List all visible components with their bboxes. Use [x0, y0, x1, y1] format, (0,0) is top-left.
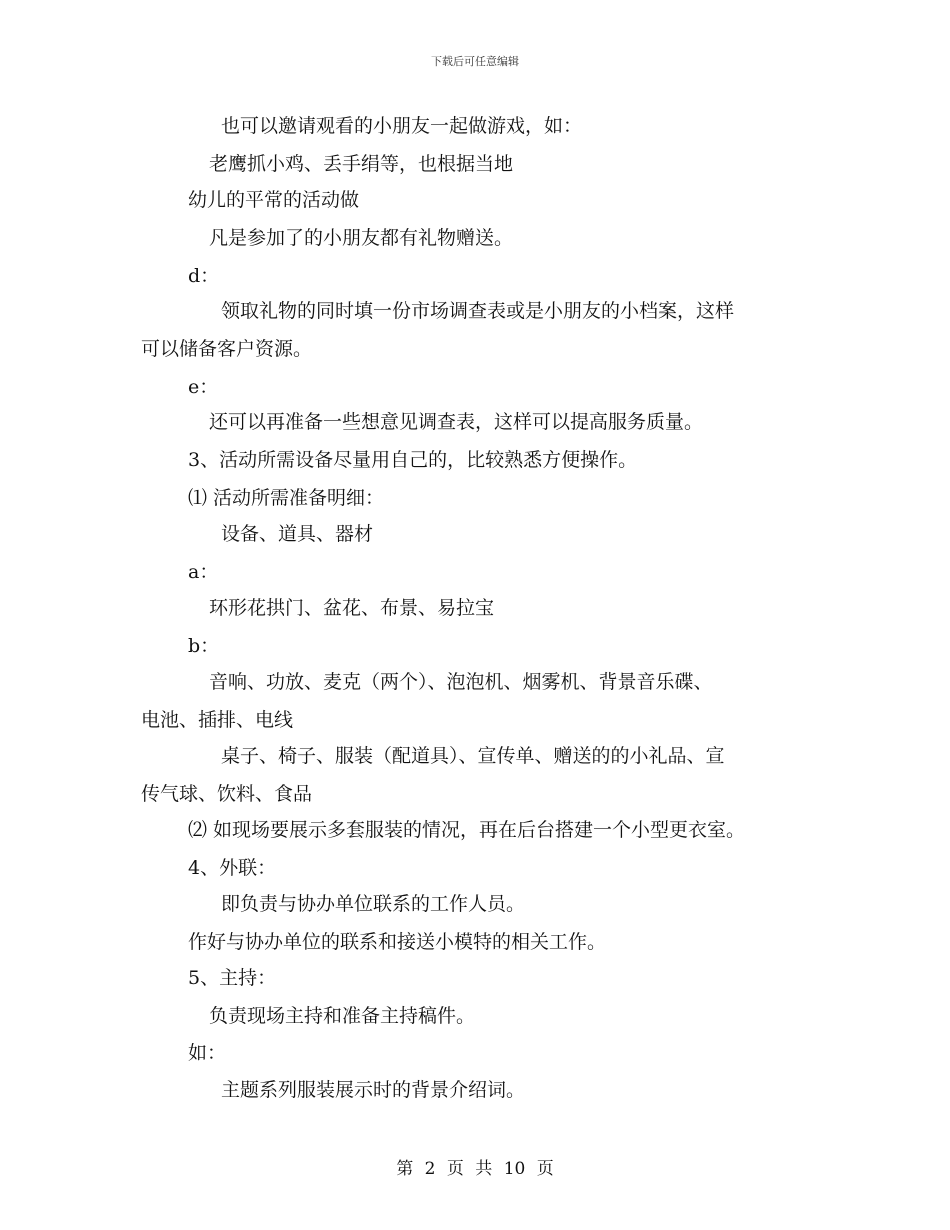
body-line-18: 桌子、椅子、服装（配道具）、宣传单、赠送的的小礼品、宣: [221, 745, 725, 767]
body-line-15: b：: [188, 635, 220, 657]
body-line-8: e：: [188, 376, 219, 398]
body-line-26: 如：: [188, 1042, 227, 1064]
page-footer: 第 2 页 共 10 页: [396, 1159, 554, 1179]
page-header: 下载后可任意编辑: [431, 55, 519, 68]
body-line-4: 凡是参加了的小朋友都有礼物赠送。: [209, 227, 514, 249]
body-line-6: 领取礼物的同时填一份市场调查表或是小朋友的小档案，这样: [221, 300, 735, 322]
body-line-2: 老鹰抓小鸡、丢手绢等，也根据当地: [209, 153, 514, 175]
body-line-27: 主题系列服装展示时的背景介绍词。: [221, 1079, 526, 1101]
body-line-12: 设备、道具、器材: [221, 523, 374, 545]
body-line-20: ⑵ 如现场要展示多套服装的情况，再在后台搭建一个小型更衣室。: [188, 819, 746, 841]
body-line-21: 4、外联：: [188, 857, 277, 879]
body-line-3: 幼儿的平常的活动做: [188, 189, 360, 211]
body-line-10: 3、活动所需设备尽量用自己的，比较熟悉方便操作。: [188, 449, 638, 471]
body-line-1: 也可以邀请观看的小朋友一起做游戏，如：: [221, 115, 583, 137]
body-line-5: d：: [188, 265, 220, 287]
body-line-14: 环形花拱门、盆花、布景、易拉宝: [209, 597, 495, 619]
body-line-23: 作好与协办单位的联系和接送小模特的相关工作。: [188, 931, 607, 953]
body-line-25: 负责现场主持和准备主持稿件。: [209, 1005, 476, 1027]
body-line-9: 还可以再准备一些想意见调查表，这样可以提高服务质量。: [209, 411, 704, 433]
body-line-11: ⑴ 活动所需准备明细：: [188, 487, 385, 509]
body-line-24: 5、主持：: [188, 967, 277, 989]
body-line-19: 传气球、饮料、食品: [141, 783, 313, 805]
body-line-7: 可以储备客户资源。: [141, 338, 313, 360]
body-line-16: 音响、功放、麦克（两个）、泡泡机、烟雾机、背景音乐碟、: [209, 671, 713, 693]
body-line-13: a：: [188, 561, 219, 583]
body-line-17: 电池、插排、电线: [141, 709, 294, 731]
body-line-22: 即负责与协办单位联系的工作人员。: [221, 893, 526, 915]
